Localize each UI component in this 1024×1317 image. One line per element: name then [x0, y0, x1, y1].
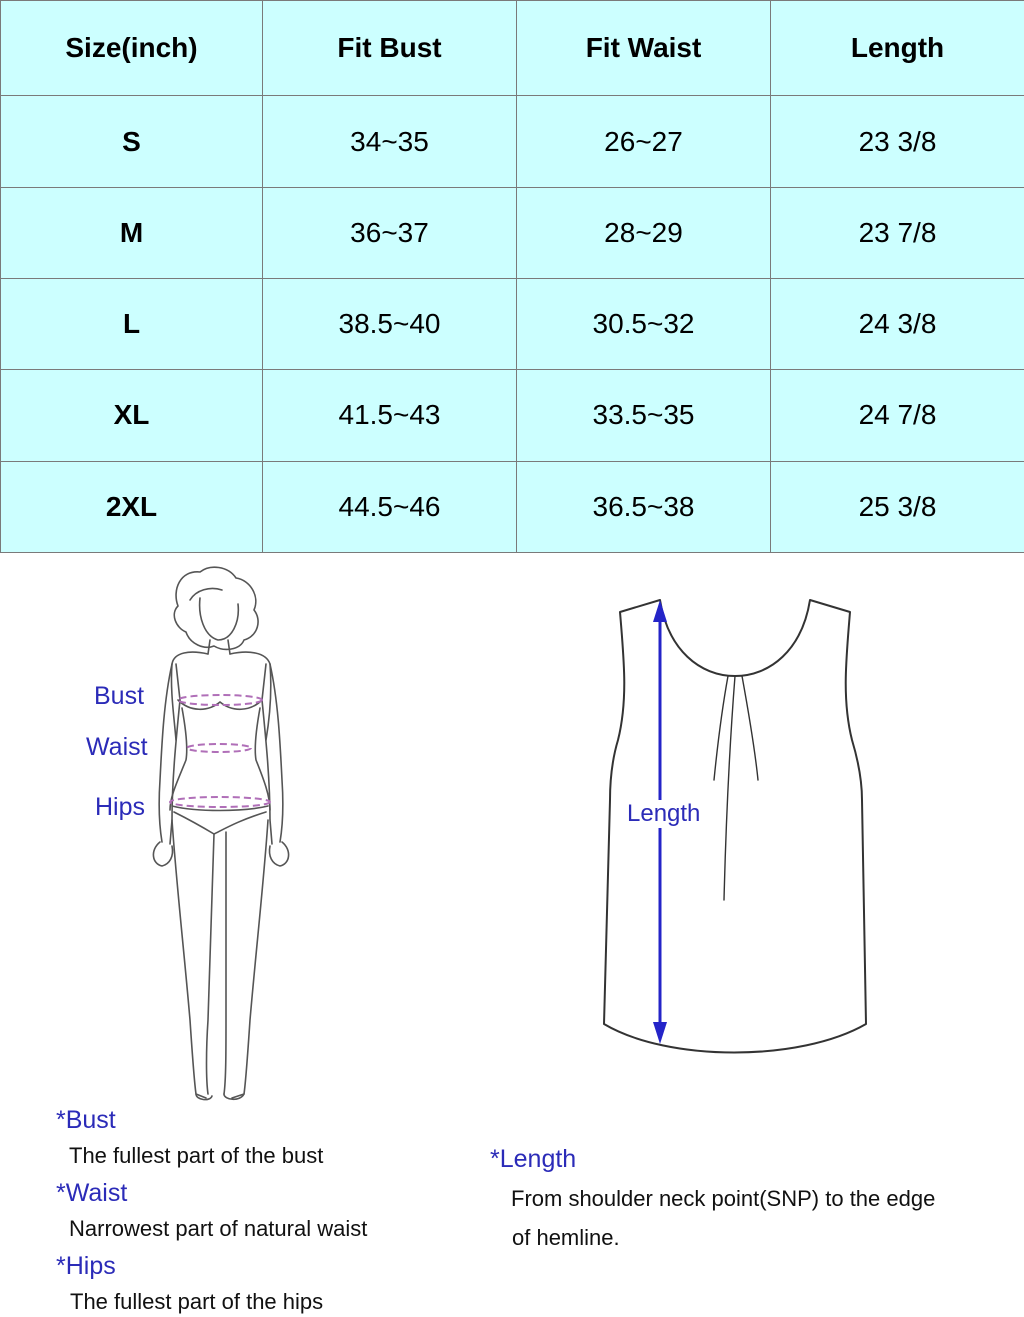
hips-figure-label: Hips: [95, 793, 146, 821]
body-figure-icon: [153, 567, 288, 1099]
length-cell: 24 3/8: [771, 279, 1024, 370]
length-cell: 23 3/8: [771, 96, 1024, 187]
table-row: [1, 187, 1024, 278]
waist-definition-text: Narrowest part of natural waist: [69, 1216, 368, 1241]
size-cell: M: [1, 187, 263, 278]
length-figure-label: Length: [627, 800, 701, 827]
header-fit-waist: Fit Waist: [517, 1, 771, 96]
bust-definition-text: The fullest part of the bust: [69, 1143, 324, 1168]
length-cell: 25 3/8: [771, 461, 1024, 552]
length-definition-text-line1: From shoulder neck point(SNP) to the edge: [511, 1186, 936, 1211]
bust-definition-term: *Bust: [56, 1106, 116, 1134]
hips-definition-text: The fullest part of the hips: [70, 1289, 324, 1314]
size-cell: S: [1, 96, 263, 187]
header-size: Size(inch): [1, 1, 263, 96]
waist-definition-term: *Waist: [56, 1179, 128, 1207]
bust-measure-line: [178, 695, 262, 705]
hips-measure-line: [170, 797, 270, 807]
size-cell: L: [1, 279, 263, 370]
size-cell: XL: [1, 370, 263, 461]
hips-definition-term: *Hips: [56, 1252, 116, 1280]
length-definition-text-line2: of hemline.: [512, 1225, 620, 1250]
size-chart-table: [0, 0, 1024, 553]
bust-cell: 41.5~43: [263, 370, 517, 461]
waist-cell: 33.5~35: [517, 370, 771, 461]
bust-cell: 38.5~40: [263, 279, 517, 370]
table-row: [1, 279, 1024, 370]
waist-cell: 26~27: [517, 96, 771, 187]
header-length: Length: [771, 1, 1024, 96]
waist-figure-label: Waist: [86, 733, 148, 761]
waist-cell: 36.5~38: [517, 461, 771, 552]
measurement-illustrations: [0, 553, 1024, 1113]
length-definition-term: *Length: [490, 1145, 577, 1173]
table-row: [1, 461, 1024, 552]
header-fit-bust: Fit Bust: [263, 1, 517, 96]
length-cell: 24 7/8: [771, 370, 1024, 461]
waist-cell: 28~29: [517, 187, 771, 278]
size-cell: 2XL: [1, 461, 263, 552]
length-cell: 23 7/8: [771, 187, 1024, 278]
bust-cell: 44.5~46: [263, 461, 517, 552]
bust-figure-label: Bust: [94, 682, 145, 710]
waist-measure-line: [187, 744, 251, 752]
bust-cell: 36~37: [263, 187, 517, 278]
table-row: [1, 370, 1024, 461]
bust-cell: 34~35: [263, 96, 517, 187]
waist-cell: 30.5~32: [517, 279, 771, 370]
table-row: [1, 96, 1024, 187]
table-header-row: [1, 1, 1024, 96]
